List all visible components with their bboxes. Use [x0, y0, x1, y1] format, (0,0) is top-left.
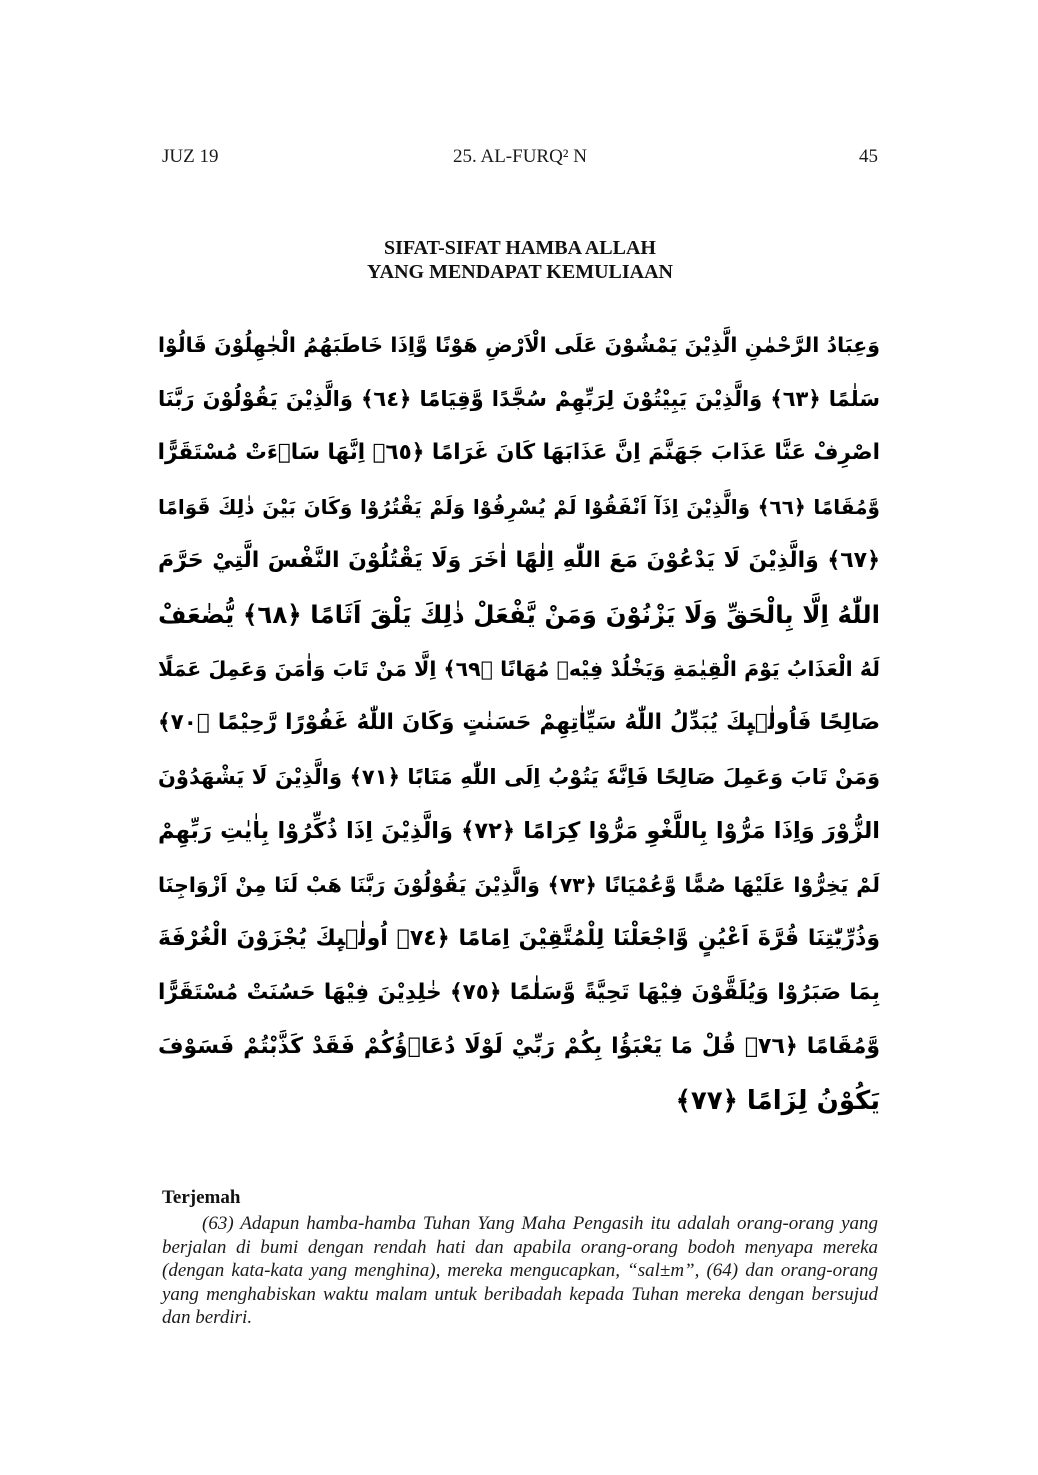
arabic-verses — [158, 318, 880, 1128]
arabic-line: وَعِبَادُ الرَّحْمٰنِ الَّذِيْنَ يَمْشُوْنَ عَلَى الْاَرْضِ هَوْنًا وَّاِذَا خَاطَبَهُمُ الْجٰهِلُوْنَ قَالُوْا — [158, 333, 880, 357]
arabic-line: اصْرِفْ عَنَّا عَذَابَ جَهَنَّمَ اِنَّ عَذَابَهَا كَانَ غَرَامًا ﴿٦٥﴾ اِنَّهَا سَاۤءَتْ مُسْتَقَرًّا — [158, 440, 880, 465]
arabic-line: يَكُوْنُ لِزَامًا ﴿٧٧﴾ — [675, 1086, 880, 1116]
arabic-line: وَذُرِّيّٰتِنَا قُرَّةَ اَعْيُنٍ وَّاجْعَلْنَا لِلْمُتَّقِيْنَ اِمَامًا ﴿٧٤﴾ اُولٰۤىِٕكَ يُجْزَوْنَ الْغُرْفَةَ — [158, 926, 880, 951]
arabic-line: وَمَنْ تَابَ وَعَمِلَ صَالِحًا فَاِنَّهٗ يَتُوْبُ اِلَى اللّٰهِ مَتَابًا ﴿٧١﴾ وَالَّذِيْنَ لَا يَشْهَدُوْنَ — [158, 765, 880, 789]
arabic-line: الزُّوْرَ وَاِذَا مَرُّوْا بِاللَّغْوِ مَرُّوْا كِرَامًا ﴿٧٢﴾ وَالَّذِيْنَ اِذَا ذُكِّرُوْا بِاٰيٰتِ رَبِّهِمْ — [158, 818, 880, 844]
section-title-line-2: YANG MENDAPAT KEMULIAAN — [367, 261, 673, 283]
arabic-line: اللّٰهُ اِلَّا بِالْحَقِّ وَلَا يَزْنُوْنَ وَمَنْ يَّفْعَلْ ذٰلِكَ يَلْقَ اَثَامًا ﴿٦٨﴾ يُّضٰعَفْ — [158, 600, 880, 629]
arabic-line: لَهُ الْعَذَابُ يَوْمَ الْقِيٰمَةِ وَيَخْلُدْ فِيْهٖ مُهَانًا ﴿٦٩﴾ اِلَّا مَنْ تَابَ وَاٰمَنَ وَعَمِلَ عَمَلًا — [158, 657, 880, 681]
running-header — [162, 146, 878, 172]
surah-label: 25. AL-FURQ² N — [453, 146, 587, 167]
juz-label: JUZ 19 — [162, 146, 219, 167]
arabic-line: صَالِحًا فَاُولٰۤىِٕكَ يُبَدِّلُ اللّٰهُ سَيِّاٰتِهِمْ حَسَنٰتٍ وَكَانَ اللّٰهُ غَفُوْرًا رَّحِيْمًا ﴿٧٠﴾ — [158, 710, 880, 735]
arabic-line: سَلٰمًا ﴿٦٣﴾ وَالَّذِيْنَ يَبِيْتُوْنَ لِرَبِّهِمْ سُجَّدًا وَّقِيَامًا ﴿٦٤﴾ وَالَّذِيْنَ يَقُوْلُوْنَ رَبَّنَا — [158, 387, 880, 411]
arabic-line: لَمْ يَخِرُّوْا عَلَيْهَا صُمًّا وَّعُمْيَانًا ﴿٧٣﴾ وَالَّذِيْنَ يَقُوْلُوْنَ رَبَّنَا هَبْ لَنَا مِنْ اَزْوَاجِنَا — [158, 873, 880, 897]
arabic-line: وَّمُقَامًا ﴿٧٦﴾ قُلْ مَا يَعْبَؤُا بِكُمْ رَبِّيْ لَوْلَا دُعَاۤؤُكُمْ فَقَدْ كَذَّبْتُمْ فَسَوْفَ — [158, 1034, 880, 1059]
terjemah-heading: Terjemah — [162, 1187, 241, 1208]
page-number: 45 — [859, 146, 878, 167]
translation-paragraph: (63) Adapun hamba-hamba Tuhan Yang Maha Pengasih itu adalah orang-orang yang berjalan di bumi dengan rendah hati dan apabila orang-orang bodoh menyapa mereka (dengan kata-kata yang menghina), mereka mengucapkan, “sal±m”, (64) dan orang-orang yang menghabiskan waktu malam untuk beribadah kepada Tuhan mereka dengan bersujud dan berdiri. — [162, 1213, 878, 1328]
section-title-line-1: SIFAT-SIFAT HAMBA ALLAH — [384, 237, 656, 259]
arabic-line: بِمَا صَبَرُوْا وَيُلَقَّوْنَ فِيْهَا تَحِيَّةً وَّسَلٰمًا ﴿٧٥﴾ خٰلِدِيْنَ فِيْهَا حَسُنَتْ مُسْتَقَرًّا — [158, 980, 880, 1005]
arabic-line: ﴿٦٧﴾ وَالَّذِيْنَ لَا يَدْعُوْنَ مَعَ اللّٰهِ اِلٰهًا اٰخَرَ وَلَا يَقْتُلُوْنَ النَّفْسَ الَّتِيْ حَرَّمَ — [158, 548, 880, 573]
section-title — [162, 236, 878, 284]
arabic-line: وَّمُقَامًا ﴿٦٦﴾ وَالَّذِيْنَ اِذَآ اَنْفَقُوْا لَمْ يُسْرِفُوْا وَلَمْ يَقْتُرُوْا وَكَانَ بَيْنَ ذٰلِكَ قَوَامًا — [158, 495, 880, 519]
